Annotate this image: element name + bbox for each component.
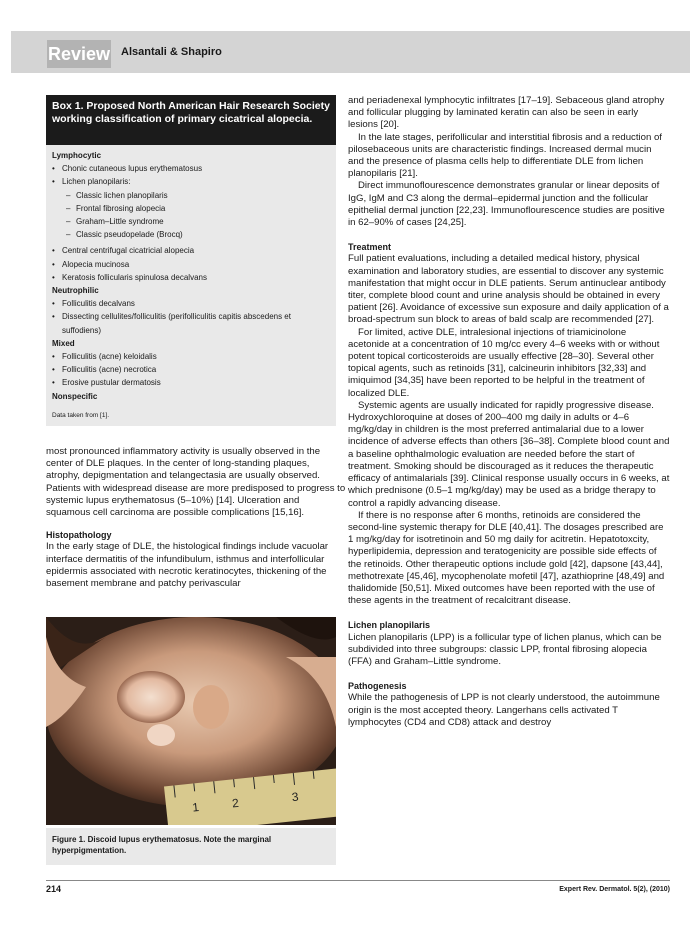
paragraph: If there is no response after 6 months, retinoids are considered the second-line systemic therapy for DLE [40,41]. The dosages prescribed are 1 mg/kg/day for isotretinoin and 50 mg daily for acitretin. Hepatotoxcity, hyperlipidemia, depression and teratogenicity are possible side effects of the retinoids. Other therapeutic options include gold [42], dapsone [43,44], methotrexate [45,46], mycophenolate mofetil [47], azathioprine [48,49] and thalidomide [50,51]. Mixed outcomes have been reported with the use of these agents in the treatment of recalcitrant disease.: [348, 509, 665, 607]
section-heading: Histopathology: [46, 530, 112, 541]
section-heading: Treatment: [348, 242, 392, 253]
box-item: • Alopecia mucinosa: [52, 258, 330, 271]
box-item: • Folliculitis decalvans: [52, 297, 330, 310]
section-heading: Lichen planopilaris: [348, 620, 431, 631]
header-bar: [11, 31, 690, 73]
box-subitem: – Frontal fibrosing alopecia: [52, 202, 330, 215]
left-column: [46, 446, 346, 590]
box-category: Nonspecific: [52, 391, 98, 401]
paragraph: Lichen planopilaris (LPP) is a follicular type of lichen planus, which can be subdivided into three subgroups: classic LPP, frontal fibrosing alopecia (FFA) and Graham–Little syndrome.: [348, 631, 662, 667]
ruler-number: 1: [191, 800, 200, 815]
box-source: Data taken from [1].: [52, 412, 110, 419]
box-item: • Dissecting cellulites/folliculitis (perifolliculitis capitis abscedens et suffodiens): [52, 310, 330, 336]
right-column: [348, 95, 670, 729]
figure-photo: [46, 617, 336, 825]
box-category: Lymphocytic: [52, 151, 102, 160]
section-tab: Review: [47, 40, 111, 68]
ruler-number: 2: [231, 795, 240, 811]
box-item: • Chonic cutaneous lupus erythematosus: [52, 162, 330, 175]
paragraph: Full patient evaluations, including a detailed medical history, physical examination and laboratory studies, are essential to discover any systemic manifestation that might occur in DLE patients. Serum antinuclear antibody titer, complete blood count and urine analysis should be obtained in every patient [26]. Avoidance of excessive sun exposure and daily application of a broad-spectrum sun block to areas of bald scalp are recommended [27].: [348, 253, 669, 326]
paragraph: most pronounced inflammatory activity is usually observed in the center of DLE plaques. In the center of long-standing plaques, atrophy, depigmentation and telangectasia are usually observed. Patients with widespread disease are more predisposed to progress to systemic lupus erythematosus (5–10%) [14]. Ulceration and squamous cell carcinoma are possible complications [15,16].: [46, 446, 346, 519]
paragraph: In the early stage of DLE, the histological findings include vacuolar interface dermatitis of the infundibulum, isthmus and interfollicular epidermis associated with necrotic keratinocytes, thickening of the basement membrane and patchy perivascular: [46, 541, 329, 590]
box-body: [46, 149, 336, 403]
ruler-number: 3: [291, 789, 300, 805]
running-head-authors: Alsantali & Shapiro: [121, 46, 222, 58]
paragraph: Direct immunoflourescence demonstrates granular or linear deposits of IgG, IgM and C3 along the dermal–epidermal junction and the follicular epithelial dermal junction [22,23]. Immunoflourescence studies are positive in 62–90% of cases [24,25].: [348, 180, 665, 229]
box-item: • Erosive pustular dermatosis: [52, 376, 330, 389]
paragraph: For limited, active DLE, intralesional injections of triamicinolone acetonide at a concentration of 10 mg/cc every 4–6 weeks with or without potent topical corticosteroids are usually effective [28–30]. Several other topical agents, such as retinoids [31], calcineurin inhibitors [32,33] and imiquimod [34,35] have been reported to be helpful in the treatment of localized DLE.: [348, 326, 660, 399]
paragraph: While the pathogenesis of LPP is not clearly understood, the autoimmune origin is the most accepted theory. Langerhans cells activated T lymphocytes (CD4 and CD8) attack and destroy: [348, 692, 660, 728]
journal-citation: Expert Rev. Dermatol. 5(2), (2010): [559, 886, 670, 893]
paragraph: In the late stages, perifollicular and interstitial fibrosis and a reduction of pilosebaceous units are characteristic findings. Increased dermal mucin and the presence of plasma cells help to differentiate DLE from lichen planopilaris [21].: [348, 131, 662, 180]
box-subitem: – Classic pseudopelade (Brocq): [52, 228, 330, 241]
box-category: Neutrophilic: [52, 286, 99, 296]
box-item: • Keratosis follicularis spinulosa decalvans: [52, 271, 330, 284]
paragraph: Systemic agents are usually indicated for rapidly progressive disease. Hydroxychloroquine at doses of 200–400 mg daily in adults or 4–6 mg/kg/day in children is the most preferred antimalarial due to a lower incidence of adverse effects than others [36–38]. Complete blood count and a baseline ophthalmologic evaluation are needed before the start of treatment. Smoking should be discouraged as it reduces the therapeutic efficacy of antimalarials [39]. Clinical response usually occurs in 6 weeks, at which prednisone (0.5–1 mg/kg/day) may be used as a bridge therapy to control a rapidly advancing disease.: [348, 399, 670, 509]
box-title: Box 1. Proposed North American Hair Research Society working classification of primary cicatrical alopecia.: [46, 95, 336, 145]
box-subitem: – Graham–Little syndrome: [52, 215, 330, 228]
box-item: • Lichen planopilaris:: [52, 175, 330, 188]
page-number: 214: [46, 884, 62, 894]
box-subitem: – Classic lichen planopilaris: [52, 189, 330, 202]
box-item: • Central centrifugal cicatricial alopecia: [52, 244, 330, 257]
box-item: • Folliculitis (acne) keloidalis: [52, 350, 330, 363]
scalp-photo-illustration: [46, 617, 336, 825]
box-category: Mixed: [52, 338, 75, 348]
figure-caption: Figure 1. Discoid lupus erythematosus. Note the marginal hyperpigmentation.: [46, 828, 336, 865]
box-item: • Folliculitis (acne) necrotica: [52, 363, 330, 376]
footer-rule: [46, 880, 670, 881]
section-heading: Pathogenesis: [348, 681, 407, 692]
paragraph: and periadenexal lymphocytic infiltrates [17–19]. Sebaceous gland atrophy and follicular plugging by laminated keratin can also be seen in early lesions [20].: [348, 95, 665, 131]
